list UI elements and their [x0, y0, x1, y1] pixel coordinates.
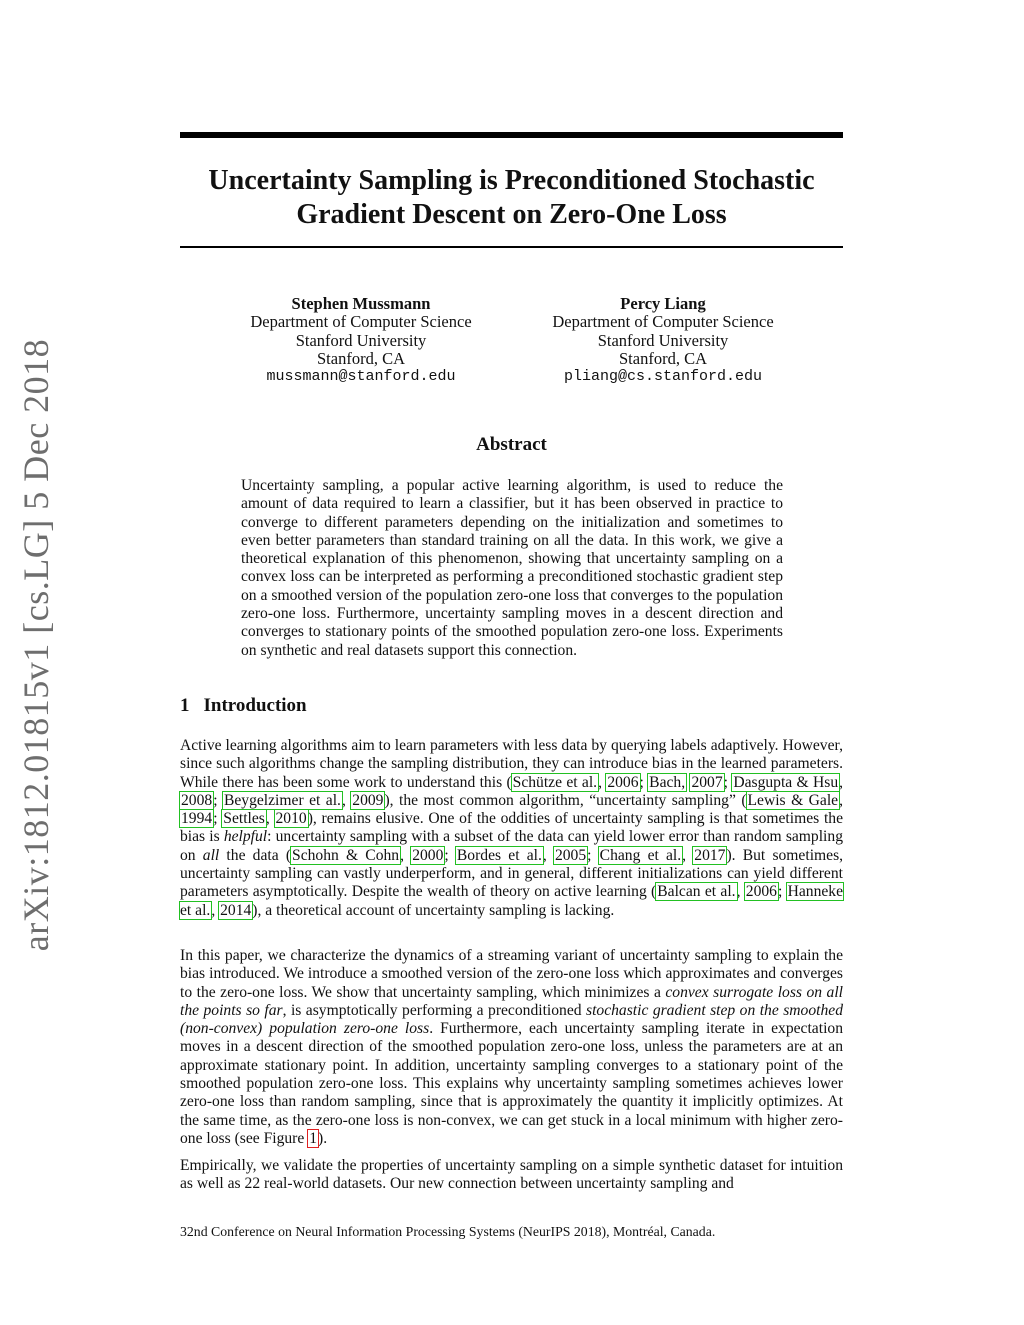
author-block-2	[523, 295, 803, 386]
emphasis: helpful	[223, 828, 268, 846]
intro-paragraph-3: Empirically, we validate the properties of uncertainty sampling on a simple synthetic dataset for intuition as well as 22 real-world datasets. Our new connection between uncertainty sampling and	[180, 1157, 843, 1193]
intro-paragraph-1: Active learning algorithms aim to learn parameters with less data by querying labels adaptively. However, since such algorithms change the sampling distribution, they can introduce bias in the learned parameters. While there has been some work to understand this (Schütze et al., 2006; Bach, 2007; Dasgupta & Hsu, 2008; Beygelzimer et al., 2009), the most common algorithm, “uncertainty sampling” (Lewis & Gale, 1994; Settles, 2010), remains elusive. One of the oddities of uncertainty sampling is that sometimes the bias is helpful: uncertainty sampling with a subset of the data can yield lower error than random sampling on all the data (Schohn & Cohn, 2000; Bordes et al., 2005; Chang et al., 2017). But sometimes, uncertainty sampling can vastly underperform, and in general, different initializations can yield different parameters asymptotically. Despite the wealth of theory on active learning (Balcan et al., 2006; Hanneke et al., 2014), a theoretical account of uncertainty sampling is lacking.	[180, 737, 844, 919]
citation-link[interactable]: 2000	[412, 846, 444, 864]
arxiv-stamp: arXiv:1812.01815v1 [cs.LG] 5 Dec 2018	[16, 338, 56, 952]
emphasis: stochastic gradient step on the smoothed (non-convex) population zero-one loss	[180, 1001, 843, 1038]
citation-link[interactable]: 2006	[607, 773, 639, 791]
paper-title-line-2: Gradient Descent on Zero-One Loss	[296, 199, 727, 230]
citation-link[interactable]: Settles	[223, 810, 265, 828]
citation-link[interactable]: Beygelzimer et al.	[223, 791, 341, 809]
citation-link[interactable]: 1994	[181, 810, 213, 828]
author-department: Department of Computer Science	[250, 312, 472, 332]
title-rule-bottom	[180, 246, 843, 248]
author-department: Department of Computer Science	[552, 312, 774, 332]
author-location: Stanford, CA	[619, 348, 707, 368]
citation-link[interactable]: 2006	[745, 883, 777, 901]
author-email[interactable]: pliang@cs.stanford.edu	[563, 368, 763, 386]
citation-link[interactable]: 2017	[694, 846, 726, 864]
citation-link[interactable]: Dasgupta & Hsu	[733, 773, 839, 791]
section-heading-introduction	[180, 695, 307, 717]
author-name: Percy Liang	[620, 294, 706, 313]
author-location: Stanford, CA	[317, 348, 405, 368]
abstract-heading: Abstract	[476, 434, 547, 455]
citation-link[interactable]: 2009	[352, 791, 384, 809]
conference-footnote: 32nd Conference on Neural Information Processing Systems (NeurIPS 2018), Montréal, Canada.	[180, 1224, 716, 1239]
citation-link[interactable]: Balcan et al.	[657, 883, 736, 901]
abstract-body: Uncertainty sampling, a popular active learning algorithm, is used to reduce the amount of data required to learn a classifier, but it has been observed in practice to converge to different parameters depending on the initialization and sometimes to even better parameters than standard training on all the data. In this work, we give a theoretical explanation of this phenomenon, showing that uncertainty sampling on a convex loss can be interpreted as performing a preconditioned stochastic gradient step on a smoothed version of the population zero-one loss that converges to the population zero-one loss. Furthermore, uncertainty sampling moves in a descent direction and converges to stationary points of the smoothed population zero-one loss. Experiments on synthetic and real datasets support this connection.	[241, 477, 783, 659]
figure-reference-link[interactable]: 1	[309, 1129, 317, 1147]
intro-paragraph-2: In this paper, we characterize the dynamics of a streaming variant of uncertainty sampling to explain the bias introduced. We introduce a smoothed version of the zero-one loss which approximates and converges to the zero-one loss. We show that uncertainty sampling, which minimizes a convex surrogate loss on all the points so far, is asymptotically performing a preconditioned stochastic gradient step on the smoothed (non-convex) population zero-one loss. Furthermore, each uncertainty sampling iterate in expectation moves in a descent direction of the smoothed population zero-one loss, unless the parameters are at an approximate stationary point. In addition, uncertainty sampling converges to a stationary point of the smoothed population zero-one loss. This explains why uncertainty sampling sometimes achieves lower zero-one loss than random sampling, since that is approximately the quantity it implicitly optimizes. At the same time, as the zero-one loss is non-convex, we can get stuck in a local minimum with higher zero-one loss (see Figure 1).	[180, 947, 843, 1147]
citation-link[interactable]: 2008	[181, 791, 213, 809]
citation-link[interactable]: 2010	[275, 810, 307, 828]
citation-link[interactable]: Hanneke et al.	[180, 883, 844, 919]
emphasis: all	[202, 846, 220, 864]
citation-link[interactable]: Bordes et al.	[456, 846, 542, 864]
citation-link[interactable]: Schohn & Cohn	[292, 846, 400, 864]
author-email[interactable]: mussmann@stanford.edu	[266, 368, 456, 386]
citation-link[interactable]: Chang et al.	[599, 846, 682, 864]
citation-link[interactable]: Lewis & Gale	[747, 791, 839, 809]
paper-title-line-1: Uncertainty Sampling is Preconditioned Stochastic	[208, 165, 815, 196]
section-number: 1	[180, 695, 190, 716]
title-rule-top	[180, 132, 843, 138]
citation-link[interactable]: Bach,	[649, 773, 686, 791]
author-university: Stanford University	[295, 330, 427, 350]
author-block-1	[221, 295, 501, 386]
author-university: Stanford University	[597, 330, 729, 350]
citation-link[interactable]: Schütze et al.	[512, 773, 598, 791]
citation-link[interactable]: 2005	[554, 846, 587, 864]
citation-link[interactable]: 2014	[220, 901, 252, 919]
emphasis: convex surrogate loss on all the points so far	[180, 983, 843, 1019]
author-name: Stephen Mussmann	[291, 294, 431, 313]
citation-link[interactable]: 2007	[691, 773, 723, 791]
section-title: Introduction	[203, 695, 307, 716]
paper-title	[180, 164, 843, 232]
